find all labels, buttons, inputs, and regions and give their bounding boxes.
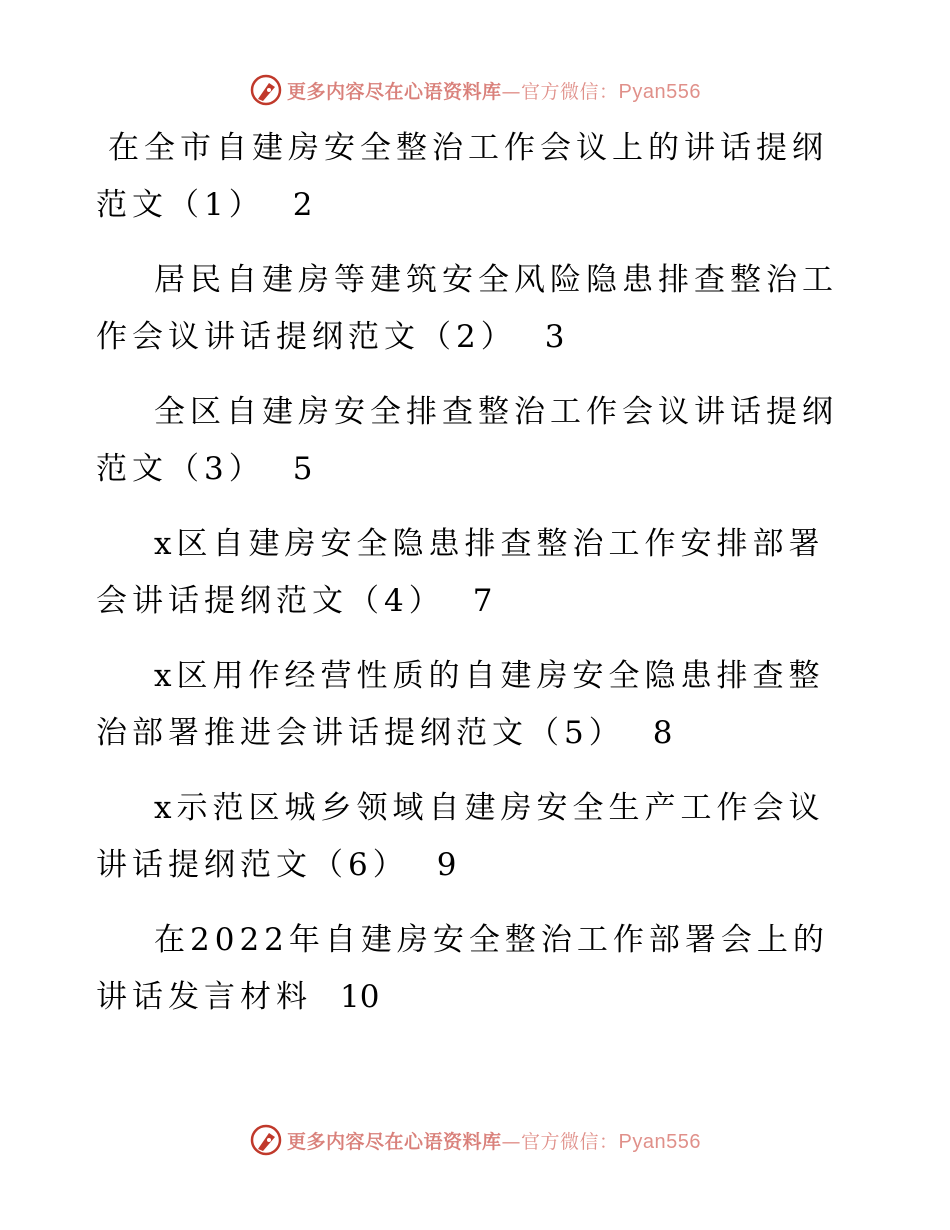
toc-item-page: 7	[472, 583, 493, 619]
toc-item-title: 在全市自建房安全整治工作会议上的讲话提纲范文（1）	[96, 130, 828, 223]
watermark-brand: 更多内容尽在心语资料库	[287, 80, 502, 103]
toc-item-page: 3	[544, 319, 565, 355]
toc-item-page: 8	[652, 715, 673, 751]
toc-item	[96, 648, 856, 762]
watermark-dash: —	[501, 1130, 522, 1153]
watermark-text	[287, 1127, 701, 1154]
toc-item	[96, 780, 856, 894]
watermark-text	[287, 77, 701, 104]
watermark-dash: —	[501, 80, 522, 103]
toc-item-page: 2	[292, 187, 313, 223]
toc-item-page: 5	[292, 451, 313, 487]
toc-item-page: 9	[436, 847, 457, 883]
toc-item-title: x区自建房安全隐患排查整治工作安排部署会讲话提纲范文（4）	[96, 526, 825, 619]
footer-watermark	[0, 1120, 950, 1160]
toc-item	[96, 120, 856, 234]
toc-item-title: x示范区城乡领域自建房安全生产工作会议讲话提纲范文（6）	[96, 790, 825, 883]
toc-item	[96, 912, 856, 1026]
toc-item-title: 全区自建房安全排查整治工作会议讲话提纲范文（3）	[96, 394, 838, 487]
watermark-account: Pyan556	[618, 80, 701, 103]
toc-item	[96, 384, 856, 498]
toc-item-title: x区用作经营性质的自建房安全隐患排查整治部署推进会讲话提纲范文（5）	[96, 658, 825, 751]
header-watermark	[0, 70, 950, 110]
watermark-official: 官方微信：	[521, 1130, 619, 1153]
toc-item-title: 居民自建房等建筑安全风险隐患排查整治工作会议讲话提纲范文（2）	[96, 262, 838, 355]
table-of-contents	[96, 120, 856, 1044]
watermark-brand: 更多内容尽在心语资料库	[287, 1130, 502, 1153]
watermark-official: 官方微信：	[521, 80, 619, 103]
toc-item	[96, 516, 856, 630]
toc-item-title: 在2022年自建房安全整治工作部署会上的讲话发言材料	[96, 922, 829, 1015]
toc-item-page: 10	[340, 979, 380, 1015]
toc-item	[96, 252, 856, 366]
watermark-account: Pyan556	[618, 1130, 701, 1153]
pen-nib-logo-icon	[249, 73, 283, 107]
pen-nib-logo-icon	[249, 1123, 283, 1157]
